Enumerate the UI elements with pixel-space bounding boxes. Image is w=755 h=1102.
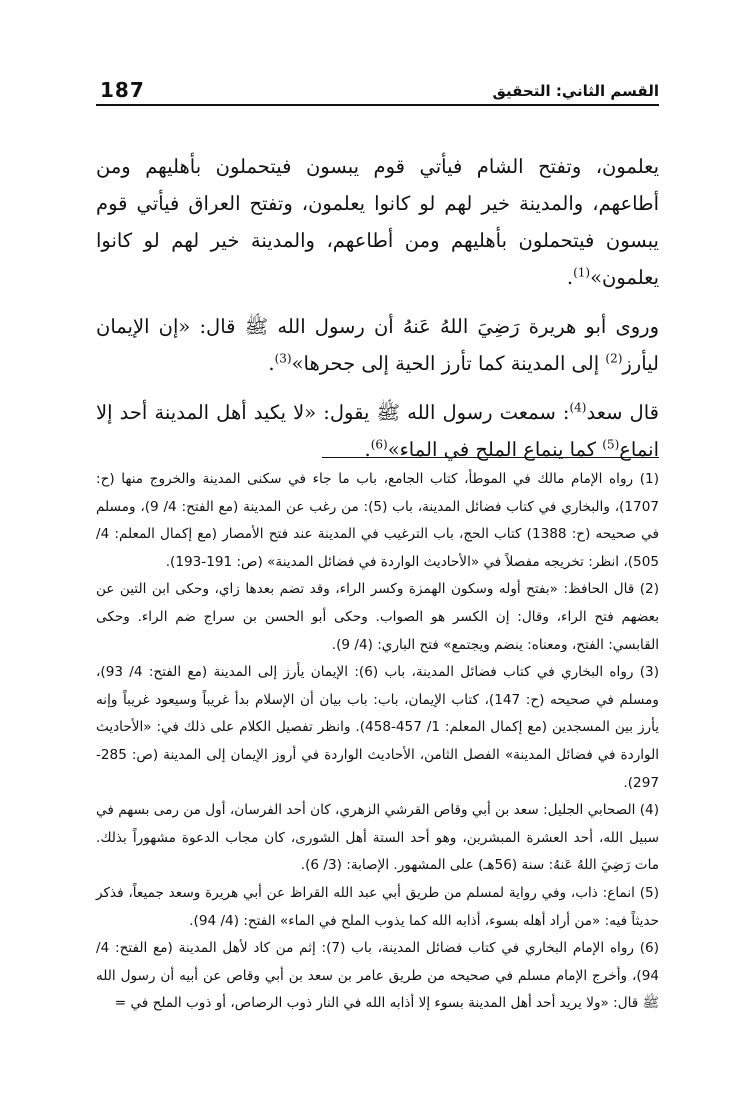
footnote-4: (4) الصحابي الجليل: سعد بن أبي وقاص القرشي الزهري، كان أحد الفرسان، أول من رمى بسهم في سبيل الله، أحد العشرة المبشرين، وهو أحد الستة أهل الشورى، كان مجاب الدعوة مشهوراً بذلك. مات رَضِيَ اللهُ عَنهُ: سنة (56هـ) على المشهور. الإصابة: (3/ 6). <box>96 802 659 874</box>
footnote-ref-1: (1) <box>573 265 591 280</box>
paragraph-3-end: . <box>364 438 371 461</box>
paragraph-2-text-a: وروى أبو هريرة رَضِيَ اللهُ عَنهُ أن رسول الله ﷺ قال: «إن الإيمان ليأرز <box>96 315 659 375</box>
footnote-divider <box>322 457 659 458</box>
main-text <box>96 148 659 480</box>
footnote-ref-3: (3) <box>274 351 292 366</box>
paragraph-1-text: يعلمون، وتفتح الشام فيأتي قوم يبسون فيتحملون بأهليهم ومن أطاعهم، والمدينة خير لهم لو كانوا يعلمون، وتفتح العراق فيأتي قوم يبسون فيتحملون بأهليهم ومن أطاعهم، والمدينة خير لهم لو كانوا يعلمون» <box>96 155 659 289</box>
paragraph-3-text-c: كما ينماع الملح في الماء» <box>387 438 603 461</box>
paragraph-2 <box>96 308 659 382</box>
paragraph-3-text-b: : سمعت رسول الله ﷺ يقول: «لا يكيد أهل المدينة أحد إلا انماع <box>96 401 659 461</box>
footnote-6: (6) رواه الإمام البخاري في كتاب فضائل المدينة، باب (7): إثم من كاد لأهل المدينة (مع الفتح: 4/ 94)، وأخرج الإمام مسلم في صحيحه من طريق عامر بن سعد بن أبي وقاص عن أبيه أن رسول الله ﷺ قال: «ولا يريد أحد أهل المدينة بسوء إلا أذابه الله في النار ذوب الرصاص، أو ذوب الملح في = <box>96 940 659 1012</box>
footnotes <box>96 466 659 1018</box>
footnote-2: (2) قال الحافظ: «بفتح أوله وسكون الهمزة وكسر الراء، وقد تضم بعدها زاي، وحكى ابن التين عن بعضهم فتح الراء، وقال: إن الكسر هو الصواب. وحكى أبو الحسن بن سراج ضم الراء. وحكى القابسي: الفتح، ومعناه: ينضم ويجتمع» فتح الباري: (4/ 9). <box>96 581 659 653</box>
paragraph-1-end: . <box>566 266 574 289</box>
paragraph-1 <box>96 148 659 296</box>
footnote-ref-6: (6) <box>370 437 388 452</box>
footnote-1: (1) رواه الإمام مالك في الموطأ، كتاب الجامع، باب ما جاء في سكنى المدينة والخروج منها (ح: 1707)، والبخاري في كتاب فضائل المدينة، باب (5): من رغب عن المدينة (مع الفتح: 4/ 9)، ومسلم في صحيحه (ح: 1388) كتاب الحج، باب الترغيب في المدينة عند فتح الأمصار (مع إكمال المعلم: 4/ 505)، انظر: تخريجه مفصلاً في «الأحاديث الواردة في فضائل المدينة» (ص: 191-193). <box>96 471 659 570</box>
page-number: 187 <box>100 78 145 102</box>
paragraph-2-text-b: إلى المدينة كما تأرز الحية إلى جحرها» <box>291 352 606 375</box>
footnote-3: (3) رواه البخاري في كتاب فضائل المدينة، باب (6): الإيمان يأرز إلى المدينة (مع الفتح: 4/ 93)، ومسلم في صحيحه (ح: 147)، كتاب الإيمان، باب: باب بيان أن الإسلام بدأ غريباً وسيعود غريباً وإنه يأرز بين المسجدين (مع إكمال المعلم: 1/ 457-458). وانظر تفصيل الكلام على ذلك في: «الأحاديث الواردة في فضائل المدينة» الفصل الثامن، الأحاديث الواردة في أروز الإيمان إلى المدينة (ص: 285-297). <box>96 664 660 791</box>
footnote-ref-4: (4) <box>569 400 587 415</box>
footnote-ref-2: (2) <box>605 351 623 366</box>
running-header <box>96 78 659 106</box>
paragraph-3-text-a: قال سعد <box>586 401 659 424</box>
footnote-5: (5) انماع: ذاب، وفي رواية لمسلم من طريق أبي عبد الله القراظ عن أبي هريرة وسعد جميعاً، فذكر حديثاً فيه: «من أراد أهله بسوء، أذابه الله كما يذوب الملح في الماء» الفتح: (4/ 94). <box>96 884 659 929</box>
paragraph-2-end: . <box>268 352 275 375</box>
section-title: القسم الثاني: التحقيق <box>492 82 659 100</box>
footnote-ref-5: (5) <box>602 437 620 452</box>
